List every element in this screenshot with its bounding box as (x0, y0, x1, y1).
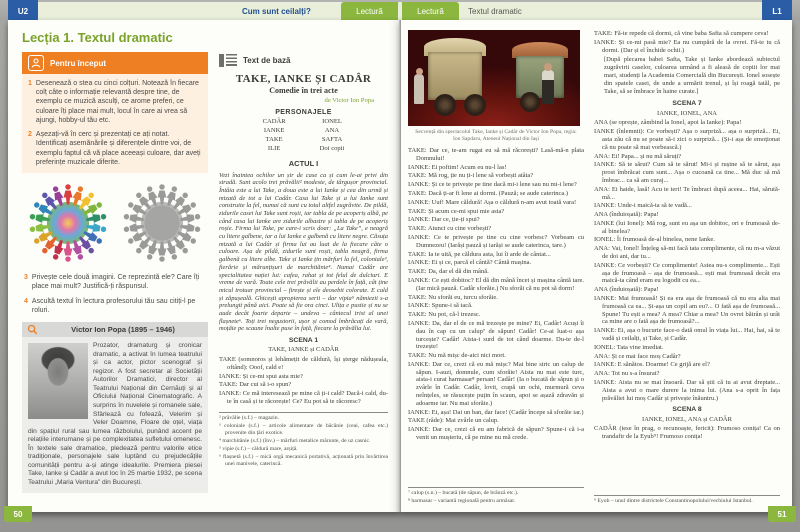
script-line: IANKE: Mai frumoasă! Și ea era așa de frumoasă că nu era alta mai frumoasă ca ea... Și-așa un copil am eu?... O fată așa de frumoasă... Spune! Tu ești a mea? A mea? Chiar a mea? Un ovrei bătrân și urât ca mine are o fată așa de frumoasă?... (594, 295, 780, 326)
script-line: IANKE: Ei, așa o bucurie face-o dată omul în viața lui... Hai, hai, să te vadă și ceilalți, și Take, și Cadâr. (594, 327, 780, 343)
script-line: IANKE: E sănătos. Doarme! Ce grijă are el? (594, 361, 710, 369)
script-line: IANKE: Să te sărut? Cum să te sărut! Mi-i și rușine să te sărut, așa prost îmbrăcat cum sunt... Așa o cucoană ca tine... Mă duc să mă îmbrac... ca să am curaj... (594, 161, 780, 184)
page-number-right: 51 (768, 506, 796, 522)
character-name: Doi copii (319, 144, 345, 152)
author-photo (28, 343, 88, 419)
author-bio (22, 337, 208, 493)
script-line: IONEL: Îi frumoasă de-al binelea, nene Ianke. (594, 236, 715, 244)
footnote: ⁵ vipie (s.f.) – căldură mare, arșiță. (219, 446, 298, 453)
script-line: ANA (înduioșată): Papa! (594, 211, 659, 219)
script-line: TAKE: Da, dar el dă din mână. (408, 268, 489, 276)
page-number-left: 50 (4, 506, 32, 522)
script-line: IANKE: Dar ce, crezi că eu am fabrică de săpun? Spune-i că i-a venit un mușteriu, că pe mine nu mă crede. (408, 426, 584, 442)
footnotes-col2 (594, 495, 780, 506)
script-line: IANKE (lui Ionel): Mă rog, sunt eu așa un dobitoc, ori e frumoasă de-al binelea? (594, 219, 780, 235)
script-line: IANKE: Și ce-mi spui asta mie? (219, 372, 303, 380)
task-item: 1 Desenează o stea cu cinci colțuri. Notează în fiecare colț câte o informație relevantă despre tine, de exemplu ce muzică asculți, ce arome preferi, ce culoare îți place mai mult, locul în care ai vrea să ajungi, hobby-ul tău etc. (28, 80, 199, 124)
pentru-inceput-body (22, 74, 208, 173)
character-name: ANA (324, 126, 340, 134)
script-line: ANA: Ei! Papa... și nu mă săruți? (594, 152, 682, 160)
script-line: TAKE (râde): Mai zvârle un calup. (408, 417, 499, 425)
script-line: SCENA 8 (672, 406, 702, 414)
script-line: IONEL: Tata vine imediat. (594, 343, 664, 351)
author-bio-text: Prozator, dramaturg și cronicar dramatic, a activat în lumea teatrului și ca actor, pictor scenograf și regizor. A fost secretar al Societății Autorilor Dramatici, director al Teatrului Național din Cernăuți și al Oficiului Național Cinematografic. A surprins în nuvelele și romanele sale, Sfârlează cu fofează, Velerim și Veler Doamne, Floare de oțel, viața din spațiul rural sau lumea războiului, punând accent pe relațiile interumane și pe complexitatea sufletului omenesc. În textele sale dramatice, pledează pentru valorile etice tradiționale, personajele sale luptând cu prejudecățile comunității pentru a-și atinge idealurile. Premiera piesei Take, Ianke și Cadâr a avut loc în 25 martie 1932, pe scena Teatrului „Maria Ventura” din București. (28, 342, 202, 487)
script-line: ANA: Și ce mai face moș Cadâr? (594, 352, 681, 360)
script-line: TAKE: Dar ce, te-am rugat eu să mă răcorești? Lasă-mă-n plata Domnului! (408, 146, 584, 162)
script-line: TAKE: Mă rog, ție nu ți-i lene să vorbești atâta? (408, 172, 534, 180)
character-name: ILIE (267, 144, 281, 152)
top-navigation-bar (0, 0, 800, 20)
unit-tab[interactable]: U2 (8, 0, 38, 22)
footnote: ⁸ harmasar – variantă regională pentru armăsar. (408, 497, 516, 504)
scene1-script (219, 337, 388, 406)
photo-actor-left (414, 74, 424, 104)
script-line: TAKE: Fă-te repede că dormi, că vine baba Safta să cumpere ceva! (594, 30, 769, 37)
footnote: ⁶ flașnetă (s.f.) – mică orgă mecanică portativă, acționată prin învârtirea unei manivele, caterincă. (219, 454, 388, 468)
character-name: TAKE (265, 135, 283, 143)
script-line: ANA: Vai, Ionel! Înțeleg să-mi facă tata complimente, că nu m-a văzut de doi ani, dar tu... (594, 245, 780, 261)
script-line: IANKE: Da, dar el de ce mă trezește pe mine? Ei, Cadâr! Acuși îi dau în cap cu un calup⁷ de săpun! Cadâr! Ce-ai luat-o așa turcește? Cadâr! Aista-i surd de tot când doarme. Du-te de-l trezește! (408, 319, 584, 351)
footnote: ³ coloniale (s.f.) – articole alimentare de băcănie (ceai, cafea etc.) provenite din țări exotice. (219, 422, 388, 436)
base-text-header: Text de bază (243, 56, 291, 65)
footnote: ⁴ marchitănie (s.f.) (înv.) – mărfuri metalice mărunte, de uz casnic. (219, 438, 371, 445)
section-label: Textul dramatic (468, 6, 522, 16)
script-line: IANKE: Ce ești dobitoc? El dă din mână încet și mașina cântă tare. (Iar mică pauză. Cadâr sforăie.) Nu sforăi că nu pot să dorm! (408, 276, 584, 292)
images-row (22, 173, 208, 269)
photo-actor-right-head (544, 63, 552, 71)
characters-col1 (263, 118, 286, 154)
footnote: ⁷ calup (s.n.) – bucată (de săpun, de brânză etc.). (408, 489, 519, 496)
script-line: IANKE: Aista nu se mai însoară. Dar să știi că tu ai avut dreptate... Aista a avut o mare durere la inima lui. (Ana s-a oprit în fața prăvăliei lui moș Cadâr și privește înăuntru.) (594, 379, 780, 402)
script-line: TAKE: Nu mă mișc de-aici nici mort. (408, 352, 506, 360)
script-line: IANKE: Ei și ce, parcă el cântă? Cântă mașina. (408, 259, 532, 267)
script-line: IANKE: Dar ce, crezi că eu mă mișc? Mai bine stric un calup de săpun. I-auzi, domnule, cum sforăie! Aista nu mai este turc, aista-i curat harmasar⁸ persan! Cadâr! (Ia o bucată de săpun și o zvârle în Cadâr. Cadâr, lovit, crapă un ochi, murmură ceva neînțeles, se răsucește puțin în scaun, apoi se așază zdravăn și adoarme iar. Nu mai sforăie.) (408, 360, 584, 407)
script-line: IANKE: Dar ce, ție-ți spui? (408, 216, 480, 224)
photo-wheel (434, 94, 456, 116)
character-name: SAFTA (321, 135, 343, 143)
people-circle-gray-image (118, 179, 206, 267)
photo-wheel (464, 94, 486, 116)
script-line: IANKE: Și ce-mi pasă mie? Ea nu cumpără de la ovrei. Fă-te tu că dormi. (Dar și el închide ochii.) (594, 38, 780, 54)
person-icon (28, 55, 44, 71)
play-byline: de Victor Ion Popa (324, 97, 374, 104)
script-line: [După plecarea babei Safta, Take și Ianke abordează subiectul zugrăvirii caselor, culoarea urmând a fi aleasă de copiii lor mai mari, studenți la Academia Comercială din București. Ionel sosește din spatele casei, de unde a urmărit trenul, și își roagă tatăl, pe Take, să se îmbrace în haine curate.] (604, 56, 780, 95)
breadcrumb: Cum sunt ceilalți? (242, 6, 311, 16)
left-page (8, 20, 400, 512)
script-line: IANKE: Spune-i să tacă. (408, 302, 473, 310)
script-line: SCENA 7 (672, 100, 702, 108)
pentru-inceput-header (22, 52, 208, 74)
script-line: IANKE: Ce vorbești? Ce complimente! Astea nu-s complimente... Ești așa de frumoasă – așa de frumoasă... ești mai frumoasă decât era maică-ta când eram eu logodit cu ea... (594, 261, 780, 285)
dialogue-col2 (594, 30, 780, 442)
character-name: IONEL (322, 118, 342, 125)
dialogue-col1 (408, 147, 584, 443)
footnotes-col1 (408, 487, 584, 506)
script-line: IANKE: Ce te privește pe tine cu cine vorbesc? Vorbeam cu Dumnezeu! (Iarăși pauză și iarăși se aude caterinca, tare.) (408, 233, 584, 249)
photo-cart-left (428, 52, 482, 100)
magnifier-icon (27, 324, 38, 335)
script-line: IANKE: Ei, așa! Dai un ban, dar face! (Cadâr începe să sforăie iar.) (408, 408, 584, 416)
author-name: Victor Ion Popa (1895 – 1946) (71, 325, 175, 335)
script-line: IANKE: Și ce te privește pe tine dacă mi-i lene sau nu mi-i lene? (408, 181, 577, 189)
act-stage-directions: Vezi înaintea ochilor un șir de case ca și cum le-ai privi din stradă. Sunt acolo trei prăvălii² modeste, de târgușor provincial. Întâia este a lui Take, a doua este a lui Ianke și cea din urmă și mizată de tot a lui Cadâr. Casa lui Take și a lui Ianke sunt construite la fel, numai că sunt cu totul altfel zugrăvite. De pildă, zidurile casei lui Take sunt roșii, iar tabla de pe acoperiș albă, pe când casa lui Ianke are zidurile albastre și tabla de pe acoperiș roșie. Firma lui Take, pe care-i scris doar: „La Take”, e neagră cu litere galbene, iar a lui Ianke e galbenă cu litere negre. Căsuța mizată a lui Cadâr și firma lui au luat de la fiecare câte o culoare. Așa de pildă, zidurile sunt roșii, tabla neagră, firma galbenă cu litere albe. Take și Ianke țin mărfuri la fel, coloniale³, fierărie și mărunțișuri de marchitănie⁴. Numai Cadâr are specialitatea nației lui: cafea, rahat și tot felul de dulciuri. E vreme de vară. Toate cele trei prăvălii au perdele în față, cât ține micul trotuar provincial – firește și ele deosebit colorate. E cald și zăpușeală. Ghicești apropierea serii – dar vipia⁵ nămiezii s-a prelungit până aici. Poate să fie ora cinci. Ulița e pustie și nu se aude decât foarte departe – undeva – cântecul trist al unei flașnete⁶. Toți trei negustorii, ușor și comod îmbrăcați de vară, moțăie pe scaune înalte puse în față, fiecare la prăvălia lui. (219, 171, 388, 333)
base-text-icon (219, 54, 237, 67)
play-title: TAKE, IANKE ȘI CADÂR (235, 73, 372, 85)
script-line: TAKE: Nu sforăi eu, turcu sforăie. (408, 293, 498, 301)
tab-lectura-left[interactable]: Lectură (341, 2, 398, 20)
author-box-header (22, 322, 208, 337)
character-name: IANKE (263, 126, 285, 134)
script-line: ANA (înduioșată): Papa! (594, 286, 659, 294)
character-name: CADÂR (262, 118, 286, 125)
act-heading: ACTUL I (288, 158, 319, 168)
script-line: TAKE: Atunci cu cine vorbești? (408, 225, 492, 233)
script-line: TAKE, IANKE și CADÂR (268, 346, 339, 354)
script-line: TAKE: Dacă ți-ar fi lene ai dormi. (Pauză; se aude caterinca.) (408, 189, 569, 197)
tasks-below-images (22, 269, 208, 315)
footnote: ⁹ Eyub – unul dintre districtele Constantinopolului/vechiului Istanbul. (594, 497, 753, 504)
lesson-tab[interactable]: L1 (762, 0, 792, 22)
script-line: ANA (se oprește, zâmbind la Ionel, apoi la Ianke): Papa! (594, 119, 742, 127)
script-line: IANKE: Uuf! Mare căldură! Așa o căldură n-am avut toată vara! (408, 198, 577, 206)
photo-wheel (520, 92, 540, 112)
script-line: IANKE, IONEL, ANA (657, 109, 717, 117)
script-line: TAKE (somnoros și lehămețit de căldură, își șterge nădușeala, oftând): Ooof, cald e! (219, 355, 388, 371)
tab-lectura-right[interactable]: Lectură (402, 2, 459, 20)
script-line: IANKE: Ce mă interesează pe mine că ți-i cald? Dacă-i cald, du-te în casă și te răcorește! Ce? Eu pot să te răcoresc? (219, 390, 388, 405)
script-line: TAKE: Și acum ce-mi spui mie asta? (408, 207, 505, 215)
footnotes-left (219, 412, 388, 469)
photo-cart-right (516, 56, 564, 98)
characters-list (219, 118, 388, 154)
script-line: ANA: Ei haide, lasă! Acu te iert! Te îmbraci după aceea... Hai, sărută-mă... (594, 185, 780, 201)
photo-actor-left-head (416, 68, 423, 75)
performance-photo (408, 30, 580, 126)
script-line: TAKE: Ia te uită, pe căldura asta, lui îi arde de cântat... (408, 250, 551, 258)
photo-caption: Secvență din spectacolul Take, Ianke și Cadâr de Victor Ion Popa, regia: Ion Sapdaru, Ateneul Național din Iași (415, 129, 577, 142)
task-item: 4 Ascultă textul în lectura profesorului tău sau citiți-l pe roluri. (24, 297, 196, 314)
play-subtitle: Comedie în trei acte (269, 86, 338, 95)
photo-actor-right (542, 70, 554, 104)
script-line: TAKE: Dar cui să i-o spun? (219, 381, 292, 389)
page-title: Lecția 1. Textul dramatic (22, 30, 173, 45)
script-line: SCENA 1 (288, 337, 319, 344)
script-line: ANA: Tot nu s-a însurat? (594, 370, 660, 378)
script-line: IANKE: Ei poftim! Acum eu nu-l las! (408, 163, 507, 171)
book-spine (399, 20, 401, 512)
pentru-inceput-title: Pentru început (50, 58, 107, 68)
script-line: IANKE: Unde-i maică-ta să te vadă... (594, 202, 692, 210)
script-line: IANKE (înlemnit): Ce vorbești? Așa o surpriză... așa o surpriză... Ei, asta zău că nu se poate să-i zici o surpriză... (Și-i așa de emoționat că nu poate să mai vorbească.) (594, 128, 780, 151)
right-page (400, 20, 792, 512)
task-item: 2 Așezați-vă în cerc și prezentați ce ați notat. Identificați asemănările și diferențele dintre voi, de exemplu faptul că vă place aceeași culoare, dar aveți preferințe muzicale diferite. (28, 131, 201, 166)
characters-heading: PERSONAJELE (275, 109, 332, 116)
author-box (22, 322, 208, 493)
script-line: CADÂR (iese în prag, o recunoaște, fericit): Frumoso conița! Ca on trandafir de la Eyub⁹! Frumoso conița! (594, 425, 780, 441)
script-line: TAKE: Nu pot, că-l trezesc. (408, 311, 481, 319)
footnote: ² prăvălie (s.f.) – magazin. (219, 414, 279, 421)
task-item: 3 Privește cele două imagini. Ce reprezintă ele? Care îți place mai mult? Justifică-ți răspunsul. (24, 274, 200, 291)
script-line: IANKE, IONEL, ANA și CADÂR (642, 415, 732, 423)
characters-col2 (320, 118, 345, 154)
people-circle-color-image (24, 179, 112, 267)
